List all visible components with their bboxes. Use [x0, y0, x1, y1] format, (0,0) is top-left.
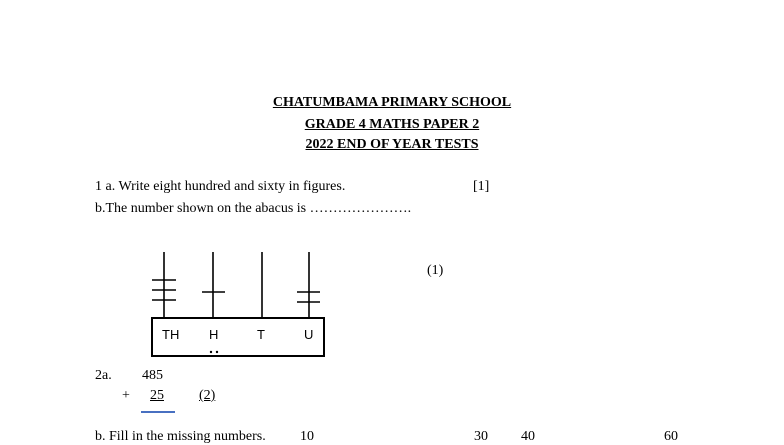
sequence-number: 60 — [664, 429, 678, 444]
question-1a: 1 a. Write eight hundred and sixty in figures. — [95, 179, 346, 194]
paper-title: GRADE 4 MATHS PAPER 2 — [304, 117, 480, 132]
sequence-number: 40 — [521, 429, 535, 444]
sequence-number: 10 — [300, 429, 314, 444]
question-2a-marks: (2) — [199, 388, 216, 403]
test-title: 2022 END OF YEAR TESTS — [305, 137, 479, 152]
abacus-label-t: T — [257, 327, 265, 342]
addend-top: 485 — [142, 368, 163, 383]
question-2a-label: 2a. — [95, 368, 112, 383]
plus-sign: + — [122, 388, 130, 403]
school-name: CHATUMBAMA PRIMARY SCHOOL — [272, 95, 512, 110]
abacus-label-th: TH — [162, 327, 180, 342]
question-1a-marks: [1] — [473, 179, 490, 194]
sequence-number: 30 — [474, 429, 488, 444]
question-2b: b. Fill in the missing numbers. — [95, 429, 266, 444]
question-1b: b.The number shown on the abacus is …………………. — [95, 201, 412, 216]
abacus-label-u: U — [304, 327, 314, 342]
addend-bottom: 25 — [150, 388, 164, 403]
abacus-label-h: H — [209, 327, 219, 342]
question-1b-marks: (1) — [427, 263, 444, 278]
